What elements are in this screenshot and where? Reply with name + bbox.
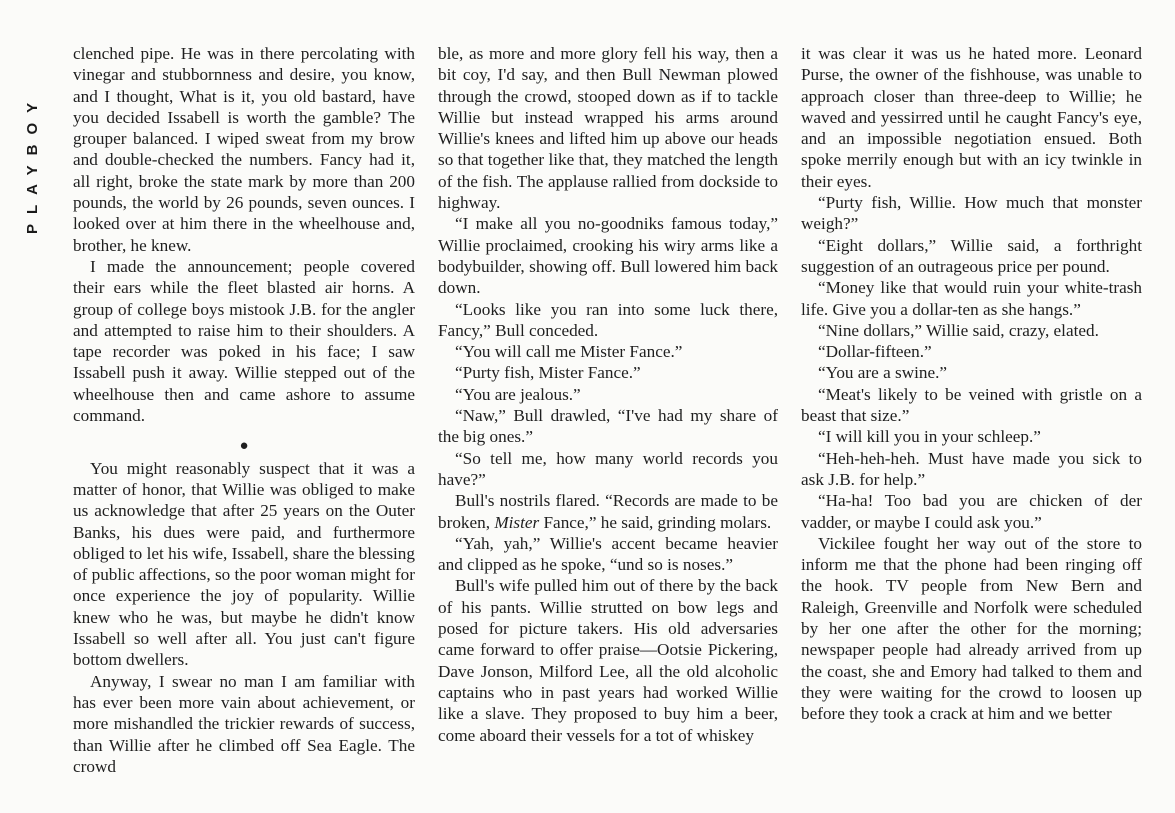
- paragraph: “Naw,” Bull drawled, “I've had my share of the big ones.”: [438, 406, 778, 447]
- paragraph: ble, as more and more glory fell his way, then a bit coy, I'd say, and then Bull Newman plowed through the crowd, stooped down as if to tackle Willie but instead wrapped his arms around Willie's knees and lifted him up above our heads so that together like that, they matched the length of the fish. The applause rallied from dockside to highway.: [438, 44, 778, 213]
- text-column-3: [801, 43, 1142, 813]
- paragraph: “Purty fish, Willie. How much that monster weigh?”: [801, 193, 1142, 234]
- paragraph: “Dollar-fifteen.”: [818, 342, 932, 362]
- paragraph: [438, 490, 778, 533]
- paragraph: You might reasonably suspect that it was a matter of honor, that Willie was obliged to make us acknowledge that after 25 years on the Outer Banks, his dues were paid, and furthermore obliged to let his wife, Issabell, share the blessing of public affections, so the poor woman might for once experience the joy of popularity. Willie knew who he was, but maybe he didn't know Issabell so well after all. You just can't figure bottom dwellers.: [73, 458, 415, 670]
- paragraph: Vickilee fought her way out of the store to inform me that the phone had been ringing off the hook. TV people from New Bern and Raleigh, Greenville and Norfolk were scheduled by her one after the other for the morning; newspaper people had already arrived from up the coast, she and Emory had talked to them and they were waiting for the crowd to loosen up before they took a crack at him and we better: [801, 533, 1142, 724]
- paragraph: “You are jealous.”: [455, 384, 581, 404]
- paragraph: “You will call me Mister Fance.”: [455, 342, 683, 362]
- section-separator: ●: [239, 438, 249, 455]
- paragraph: clenched pipe. He was in there percolating with vinegar and stubbornness and desire, you know, and I thought, What is it, you old bastard, have you decided Issabell is worth the gamble? The grouper balanced. I wiped sweat from my brow and double-checked the numbers. Fancy had it, all right, broke the state mark by more than 200 pounds, the world by 26 pounds, seven ounces. I looked over at him there in the wheelhouse and, brother, he knew.: [73, 44, 415, 255]
- text-column-1: [73, 43, 415, 813]
- paragraph: “Yah, yah,” Willie's accent became heavier and clipped as he spoke, “und so is noses.”: [438, 533, 778, 575]
- paragraph: “Money like that would ruin your white-trash life. Give you a dollar-ten as she hangs.”: [801, 278, 1142, 319]
- paragraph: “I make all you no-goodniks famous today,” Willie proclaimed, crooking his wiry arms like a bodybuilder, showing off. Bull lowered him back down.: [438, 214, 778, 298]
- running-head: [18, 44, 48, 234]
- paragraph: I made the announcement; people covered their ears while the fleet blasted air horns. A group of college boys mistook J.B. for the angler and attempted to raise him to their shoulders. A tape recorder was poked in his face; I saw Issabell push it away. Willie stepped out of the wheelhouse then and came ashore to assume command.: [73, 256, 415, 426]
- text-run: Bull's nostrils flared. “Records are made to be broken,: [438, 491, 778, 532]
- paragraph: “Eight dollars,” Willie said, a forthright suggestion of an outrageous price per pound.: [801, 235, 1142, 276]
- running-head-text: PLAYBOY: [24, 92, 41, 234]
- paragraph: “Ha-ha! Too bad you are chicken of der vadder, or maybe I could ask you.”: [801, 491, 1142, 532]
- paragraph: “You are a swine.”: [818, 363, 948, 383]
- paragraph: Bull's wife pulled him out of there by the back of his pants. Willie strutted on bow legs and posed for picture takers. His old adversaries came forward to offer praise—Ootsie Pickering, Dave Jonson, Milford Lee, all the old alcoholic captains who in past years had worked Willie like a slave. They proposed to buy him a beer, come aboard their vessels for a tot of whiskey: [438, 576, 778, 745]
- italic-text-run: Mister: [494, 512, 540, 532]
- paragraph: “So tell me, how many world records you have?”: [438, 448, 778, 489]
- text-run: Fance,” he said, grinding molars.: [539, 512, 772, 532]
- paragraph: Anyway, I swear no man I am familiar with has ever been more vain about achievement, or more mishandled the trickier rewards of success, than Willie after he climbed off Sea Eagle. The crowd: [73, 671, 415, 776]
- paragraph: it was clear it was us he hated more. Leonard Purse, the owner of the fishhouse, was unable to approach closer than three-deep to Willie; he waved and yessirred until he caught Fancy's eye, and an impossible negotiation ensued. Both spoke merrily enough but with an icy twinkle in their eyes.: [801, 44, 1142, 191]
- paragraph: “Purty fish, Mister Fance.”: [455, 363, 641, 383]
- text-column-2: [438, 43, 778, 813]
- paragraph: “Looks like you ran into some luck there, Fancy,” Bull conceded.: [438, 299, 778, 340]
- paragraph: “Nine dollars,” Willie said, crazy, elated.: [818, 320, 1099, 340]
- paragraph: “Meat's likely to be veined with gristle on a beast that size.”: [801, 384, 1142, 426]
- paragraph: “Heh-heh-heh. Must have made you sick to ask J.B. for help.”: [801, 448, 1142, 489]
- paragraph: “I will kill you in your schleep.”: [818, 427, 1041, 447]
